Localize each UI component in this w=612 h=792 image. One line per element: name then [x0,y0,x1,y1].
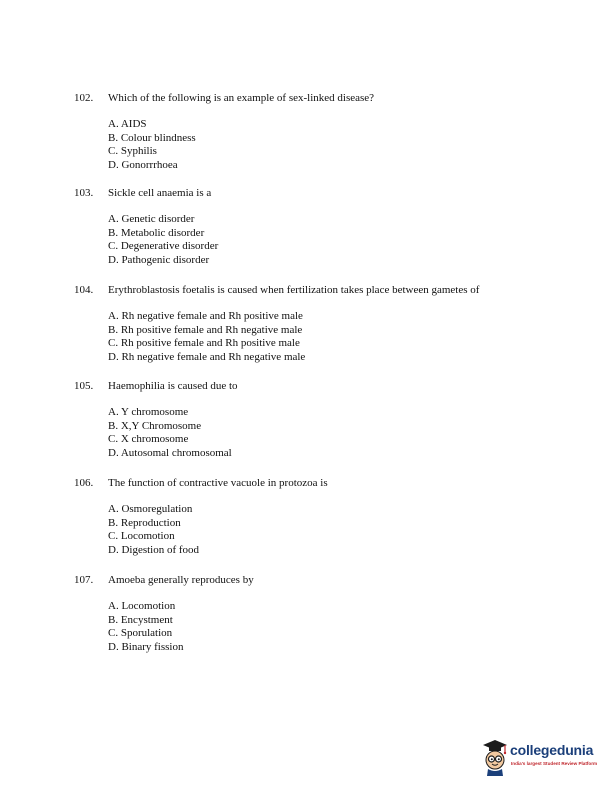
question-102 [74,91,574,173]
option-c: C. Syphilis [108,145,157,158]
option-b: B. Reproduction [108,516,181,529]
option-c: C. Sporulation [108,627,173,640]
mascot-icon [480,736,510,780]
options-list [108,406,574,461]
question-text: The function of contractive vacuole in protozoa is [108,477,328,489]
question-number: 104. [74,284,94,296]
option-a: A. Genetic disorder [108,213,195,225]
option-b: B. Encystment [108,613,173,626]
option-d: D. Pathogenic disorder [108,254,210,267]
question-103 [74,186,574,268]
question-text: Sickle cell anaemia is a [108,187,212,199]
option-b: B. X,Y Chromosome [108,419,202,432]
option-d: D. Gonorrrhoea [108,159,178,172]
question-104 [74,283,574,365]
option-c: C. Degenerative disorder [108,240,219,253]
option-d: D. Rh negative female and Rh negative male [108,351,306,364]
collegedunia-logo [480,736,604,780]
option-b: B. Colour blindness [108,131,196,144]
logo-wordmark: collegedunia [510,742,594,758]
question-text: Which of the following is an example of sex-linked disease? [108,92,375,104]
option-a: A. Osmoregulation [108,503,193,515]
question-106 [74,476,574,558]
option-a: A. Rh negative female and Rh positive male [108,310,303,322]
question-number: 107. [74,574,94,586]
question-number: 105. [74,380,94,392]
question-107 [74,573,574,655]
option-d: D. Autosomal chromosomal [108,447,232,460]
option-b: B. Rh positive female and Rh negative male [108,323,303,336]
logo-tagline: India's largest Student Review Platform [511,761,598,766]
options-list [108,310,574,365]
question-text: Erythroblastosis foetalis is caused when fertilization takes place between gametes of [108,284,480,296]
question-105 [74,379,574,461]
option-a: A. Y chromosome [108,406,189,418]
question-text: Haemophilia is caused due to [108,380,238,392]
question-number: 103. [74,187,94,199]
question-text: Amoeba generally reproduces by [108,574,254,586]
option-d: D. Digestion of food [108,544,200,557]
question-number: 106. [74,477,94,489]
option-a: A. Locomotion [108,600,176,612]
option-b: B. Metabolic disorder [108,226,205,239]
option-c: C. Rh positive female and Rh positive male [108,337,300,350]
option-c: C. Locomotion [108,530,175,543]
options-list [108,213,574,268]
options-list [108,118,574,173]
option-a: A. AIDS [108,118,147,130]
option-d: D. Binary fission [108,641,184,654]
question-number: 102. [74,92,94,104]
options-list [108,600,574,655]
option-c: C. X chromosome [108,433,189,446]
options-list [108,503,574,558]
